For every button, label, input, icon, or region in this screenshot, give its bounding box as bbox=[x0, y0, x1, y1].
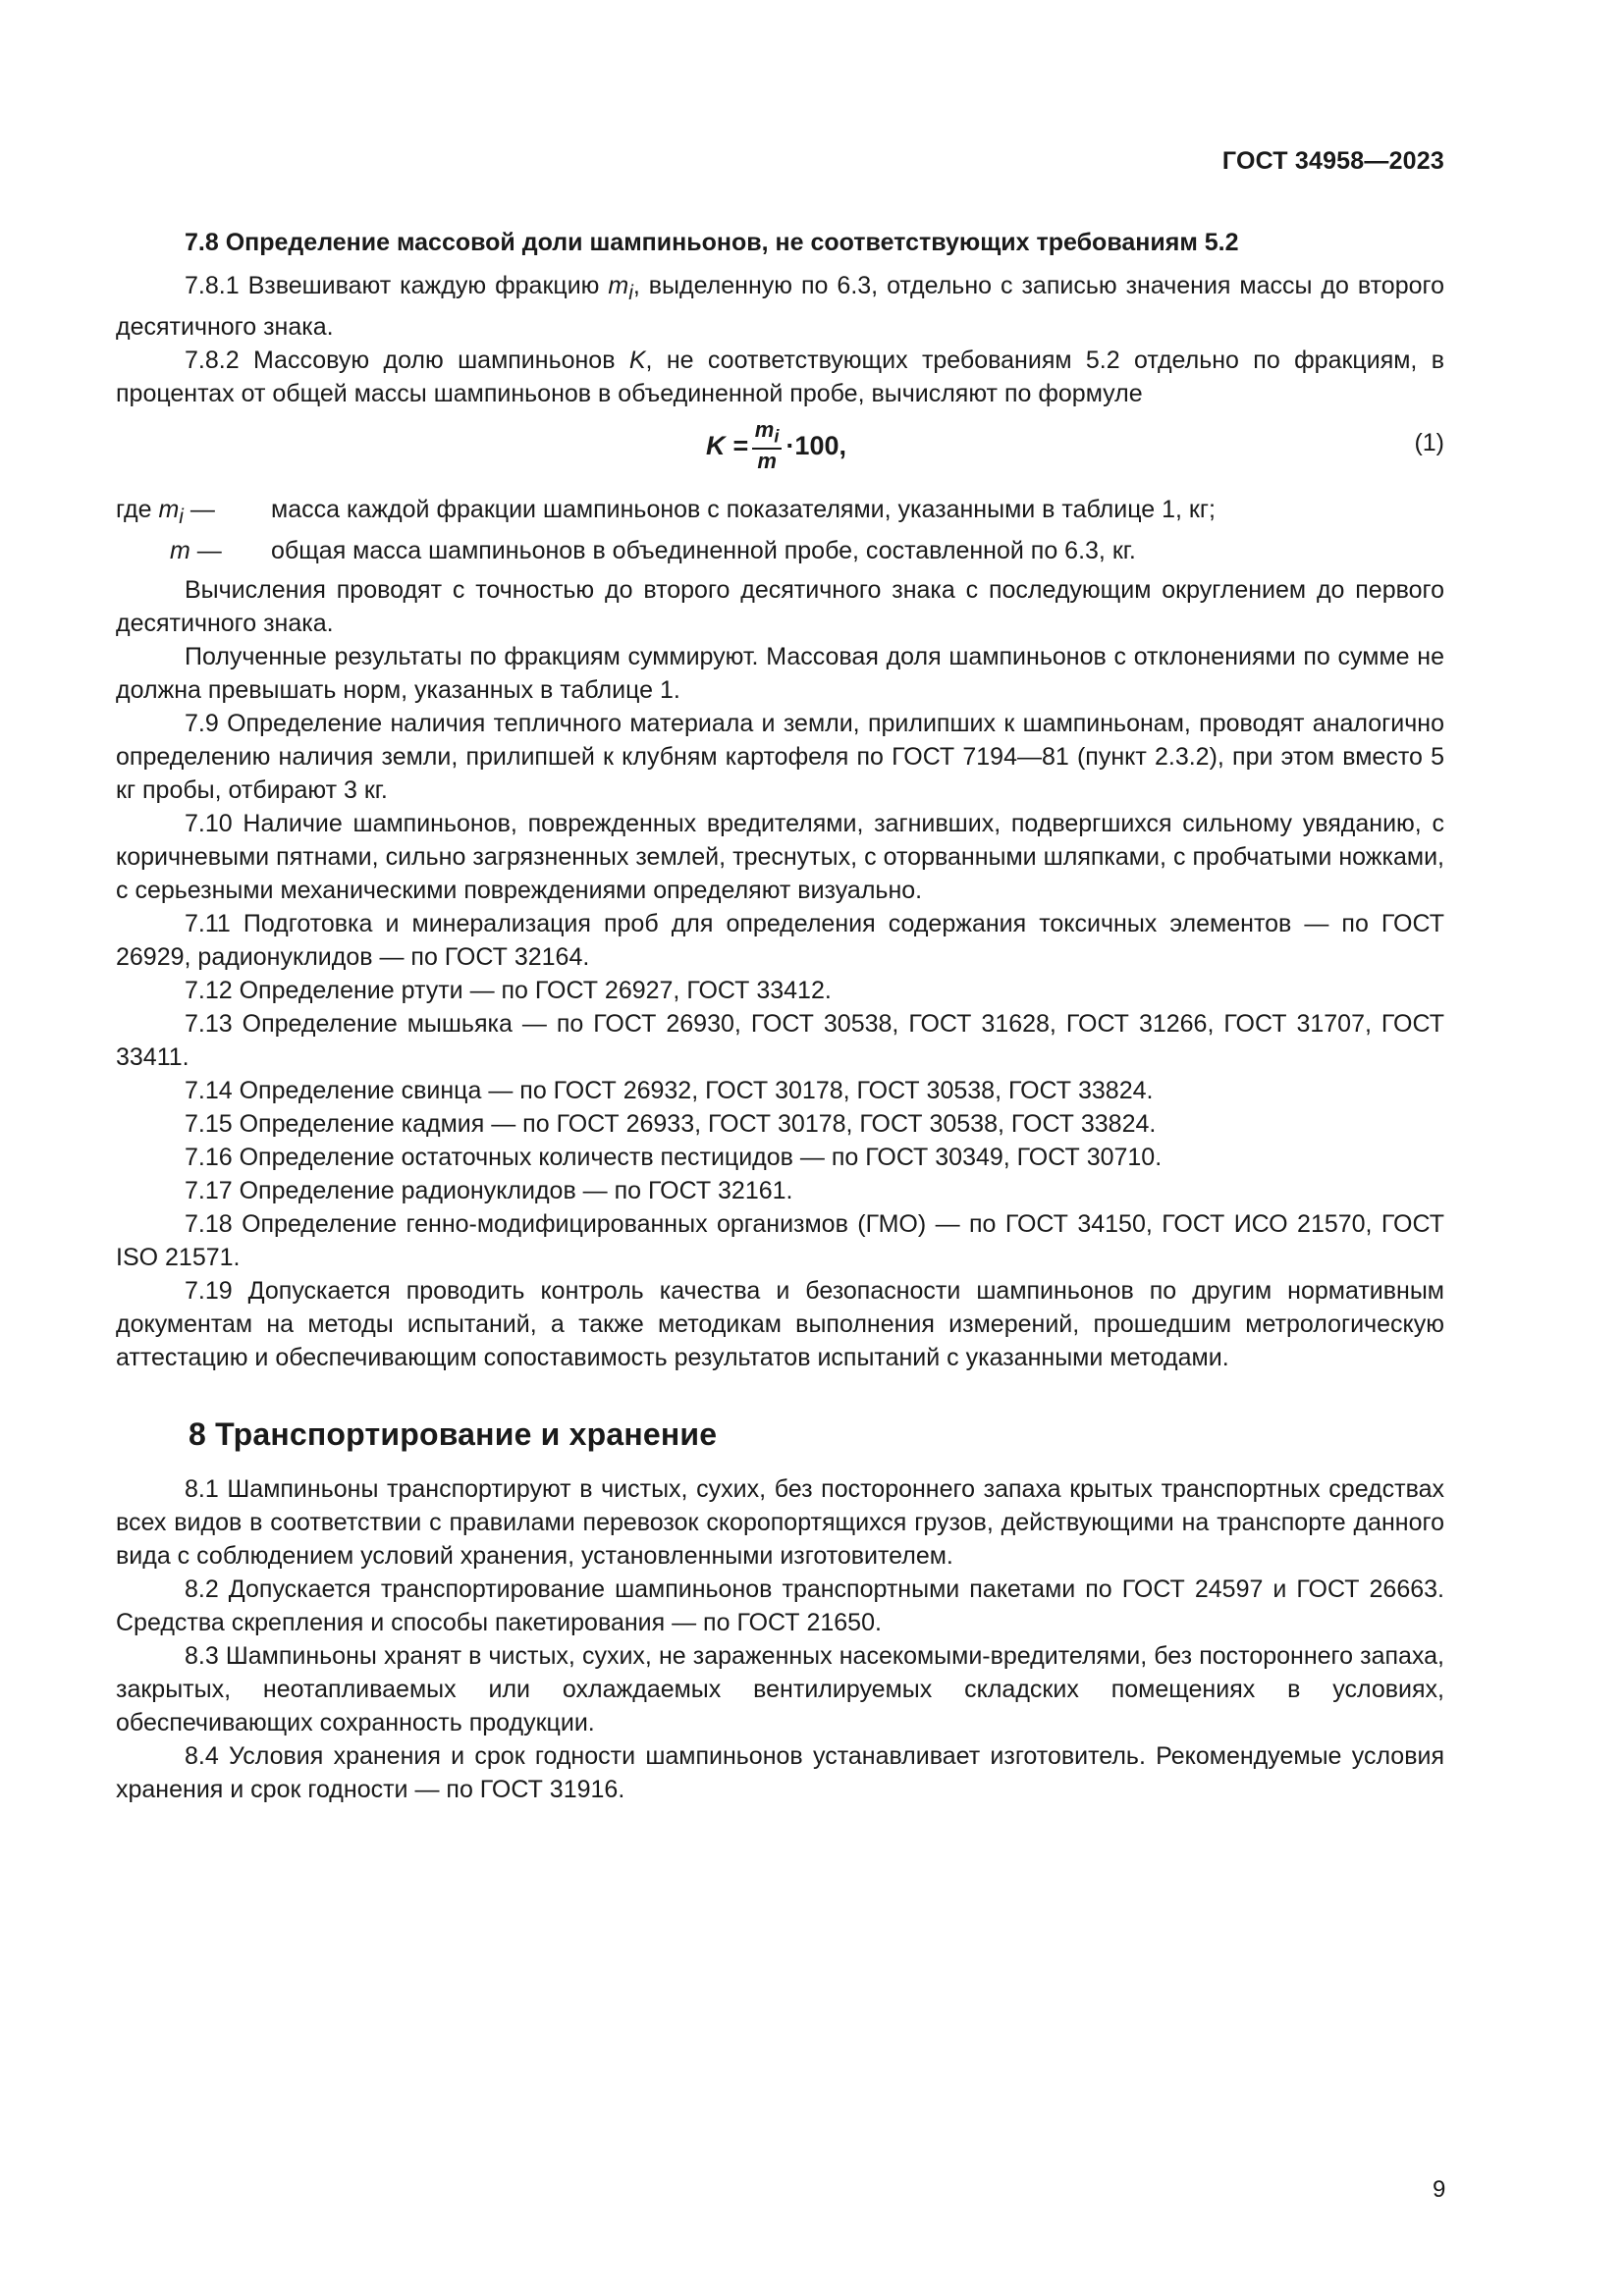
paragraph-7-14: 7.14 Определение свинца — по ГОСТ 26932, ГОСТ 30178, ГОСТ 30538, ГОСТ 33824. bbox=[185, 1077, 1154, 1104]
paragraph-8-3: 8.3 Шампиньоны хранят в чистых, сухих, не зараженных насекомыми-вредителями, без постороннего запаха, закрытых, неотапливаемых или охлаждаемых вентилируемых складских помещениях в условиях, обеспечивающих сохранность продукции. bbox=[116, 1642, 1444, 1736]
document-code-header: ГОСТ 34958—2023 bbox=[1221, 147, 1444, 175]
formula-row bbox=[116, 412, 1444, 489]
paragraph-7-19: 7.19 Допускается проводить контроль качества и безопасности шампиньонов по другим нормативным документам на методы испытаний, а также методикам выполнения измерений, прошедшим метрологическую аттестацию и обеспечивающим сопоставимость результатов испытаний с указанными методами. bbox=[116, 1277, 1444, 1371]
paragraph-7-16: 7.16 Определение остаточных количеств пестицидов — по ГОСТ 30349, ГОСТ 30710. bbox=[185, 1144, 1163, 1171]
paragraph-summation: Полученные результаты по фракциям суммируют. Массовая доля шампиньонов с отклонениями по сумме не должна превышать норм, указанных в таблице 1. bbox=[116, 643, 1444, 704]
paragraph-7-8-2: 7.8.2 Массовую долю шампиньонов K, не соответствующих требованиям 5.2 отдельно по фракциям, в процентах от общей массы шампиньонов в объединенной пробе, вычисляют по формуле bbox=[116, 347, 1444, 407]
where-item-m: m — общая масса шампиньонов в объединенной пробе, составленной по 6.3, кг. bbox=[170, 537, 1136, 564]
document-body bbox=[116, 226, 1444, 1806]
paragraph-7-13: 7.13 Определение мышьяка — по ГОСТ 26930, ГОСТ 30538, ГОСТ 31628, ГОСТ 31266, ГОСТ 31707, ГОСТ 33411. bbox=[116, 1010, 1444, 1071]
equation-number: (1) bbox=[1414, 429, 1444, 456]
paragraph-calculation: Вычисления проводят с точностью до второго десятичного знака с последующим округлением до первого десятичного знака. bbox=[116, 576, 1444, 637]
page-number: 9 bbox=[1433, 2176, 1446, 2203]
paragraph-7-17: 7.17 Определение радионуклидов — по ГОСТ 32161. bbox=[185, 1177, 793, 1204]
formula-fraction: $\frac{m_i}{m}$ bbox=[752, 418, 783, 473]
paragraph-7-12: 7.12 Определение ртути — по ГОСТ 26927, ГОСТ 33412. bbox=[185, 977, 832, 1004]
paragraph-7-18: 7.18 Определение генно-модифицированных организмов (ГМО) — по ГОСТ 34150, ГОСТ ИСО 21570, ГОСТ ISO 21571. bbox=[116, 1210, 1444, 1271]
paragraph-8-4: 8.4 Условия хранения и срок годности шампиньонов устанавливает изготовитель. Рекомендуемые условия хранения и срок годности — по ГОСТ 31916. bbox=[116, 1742, 1444, 1803]
section-8-body bbox=[116, 1472, 1444, 1806]
paragraph-7-10: 7.10 Наличие шампиньонов, поврежденных вредителями, загнивших, подвергшихся сильному увяданию, с коричневыми пятнами, сильно загрязненных землей, треснутых, с оторванными шляпками, с пробчатыми ножками, с серьезными механическими повреждениями определяют визуально. bbox=[116, 810, 1444, 904]
paragraph-8-2: 8.2 Допускается транспортирование шампиньонов транспортными пакетами по ГОСТ 24597 и ГОСТ 26663. Средства скрепления и способы пакетирования — по ГОСТ 21650. bbox=[116, 1575, 1444, 1636]
formula: K = $\frac{m_i}{m}$ ·100, bbox=[706, 417, 846, 474]
subsection-7-8-heading: 7.8 Определение массовой доли шампиньонов, не соответствующих требованиям 5.2 bbox=[185, 229, 1239, 256]
paragraph-7-15: 7.15 Определение кадмия — по ГОСТ 26933, ГОСТ 30178, ГОСТ 30538, ГОСТ 33824. bbox=[185, 1110, 1157, 1138]
paragraph-7-9: 7.9 Определение наличия тепличного материала и земли, прилипших к шампиньонам, проводят аналогично определению наличия земли, прилипшей к клубням картофеля по ГОСТ 7194—81 (пункт 2.3.2), при этом вместо 5 кг пробы, отбирают 3 кг. bbox=[116, 710, 1444, 804]
where-item-mi: где $m_i$ — масса каждой фракции шампиньонов с показателями, указанными в таблице 1, кг; bbox=[116, 496, 1216, 528]
paragraph-7-8-1: 7.8.1 Взвешивают каждую фракцию $m_i$, выделенную по 6.3, отдельно с записью значения массы до второго десятичного знака. bbox=[116, 272, 1444, 341]
section-8-heading: 8 Транспортирование и хранение bbox=[189, 1416, 718, 1452]
paragraph-7-11: 7.11 Подготовка и минерализация проб для определения содержания токсичных элементов — по ГОСТ 26929, радионуклидов — по ГОСТ 32164. bbox=[116, 910, 1444, 971]
paragraph-8-1: 8.1 Шампиньоны транспортируют в чистых, сухих, без постороннего запаха крытых транспортных средствах всех видов в соответствии с правилами перевозок скоропортящихся грузов, действующими на транспорте данного вида с соблюдением условий хранения, установленными изготовителем. bbox=[116, 1475, 1444, 1570]
